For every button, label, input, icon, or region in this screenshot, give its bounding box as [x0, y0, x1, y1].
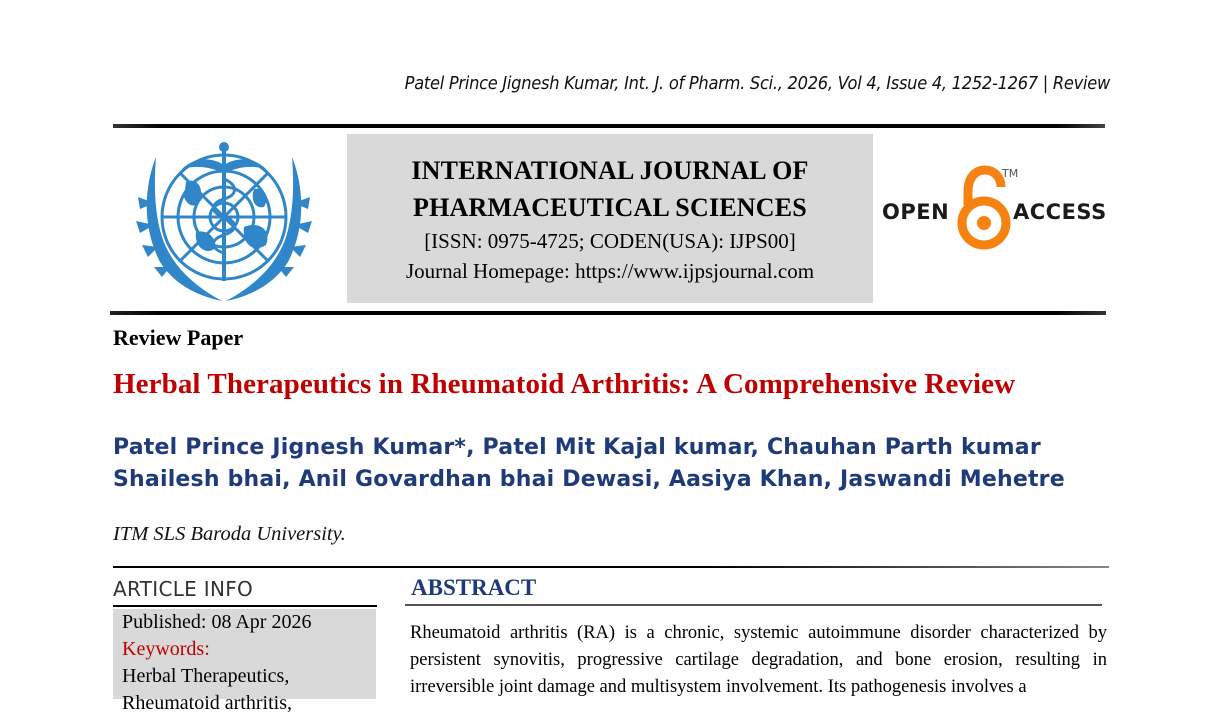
- article-info-box: [113, 609, 376, 714]
- journal-homepage[interactable]: Journal Homepage: https://www.ijpsjournal.com: [405, 259, 815, 283]
- affiliation: ITM SLS Baroda University.: [113, 523, 346, 545]
- header-bottom-rule: [110, 311, 1106, 315]
- journal-emblem-icon: [126, 137, 326, 307]
- authors-line-2: Shailesh bhai, Anil Govardhan bhai Dewasi, Aasiya Khan, Jaswandi Mehetre: [113, 467, 1065, 492]
- author-list: [113, 432, 1113, 496]
- abstract-heading: ABSTRACT: [411, 575, 537, 600]
- published-date: Published: 08 Apr 2026: [122, 611, 312, 633]
- section-divider: [113, 566, 1109, 568]
- article-info-heading: ARTICLE INFO: [113, 577, 254, 601]
- open-access-open-text: OPEN: [882, 200, 950, 224]
- abstract-rule: [405, 604, 1102, 606]
- keywords-label: Keywords:: [122, 638, 210, 660]
- abstract-paragraph: Rheumatoid arthritis (RA) is a chronic, systemic autoimmune disorder characterized by persistent synovitis, progressive cartilage degradation, and bone erosion, resulting in irreversible joint damage and multisystem involvement. Its pathogenesis involves a: [410, 623, 1107, 697]
- journal-issn: [ISSN: 0975-4725; CODEN(USA): IJPS00]: [424, 229, 796, 253]
- open-access-access-text: ACCESS: [1013, 200, 1107, 224]
- journal-masthead: [347, 134, 873, 303]
- abstract-body: [410, 620, 1107, 701]
- open-access-badge: [880, 165, 1110, 255]
- paper-title: Herbal Therapeutics in Rheumatoid Arthritis: A Comprehensive Review: [113, 368, 1016, 400]
- header-top-rule: [113, 124, 1105, 128]
- authors-line-1: Patel Prince Jignesh Kumar*, Patel Mit Kajal kumar, Chauhan Parth kumar: [113, 435, 1041, 460]
- article-info-rule: [113, 605, 377, 607]
- running-header: Patel Prince Jignesh Kumar, Int. J. of Pharm. Sci., 2026, Vol 4, Issue 4, 1252-1267 | Review: [404, 74, 1110, 94]
- journal-title-line1: INTERNATIONAL JOURNAL OF: [411, 156, 809, 185]
- keyword-item: Herbal Therapeutics,: [122, 665, 290, 687]
- paper-type: Review Paper: [113, 325, 244, 350]
- trademark-mark: TM: [1002, 167, 1019, 180]
- journal-title-line2: PHARMACEUTICAL SCIENCES: [413, 193, 807, 222]
- keyword-item: Rheumatoid arthritis,: [122, 692, 292, 714]
